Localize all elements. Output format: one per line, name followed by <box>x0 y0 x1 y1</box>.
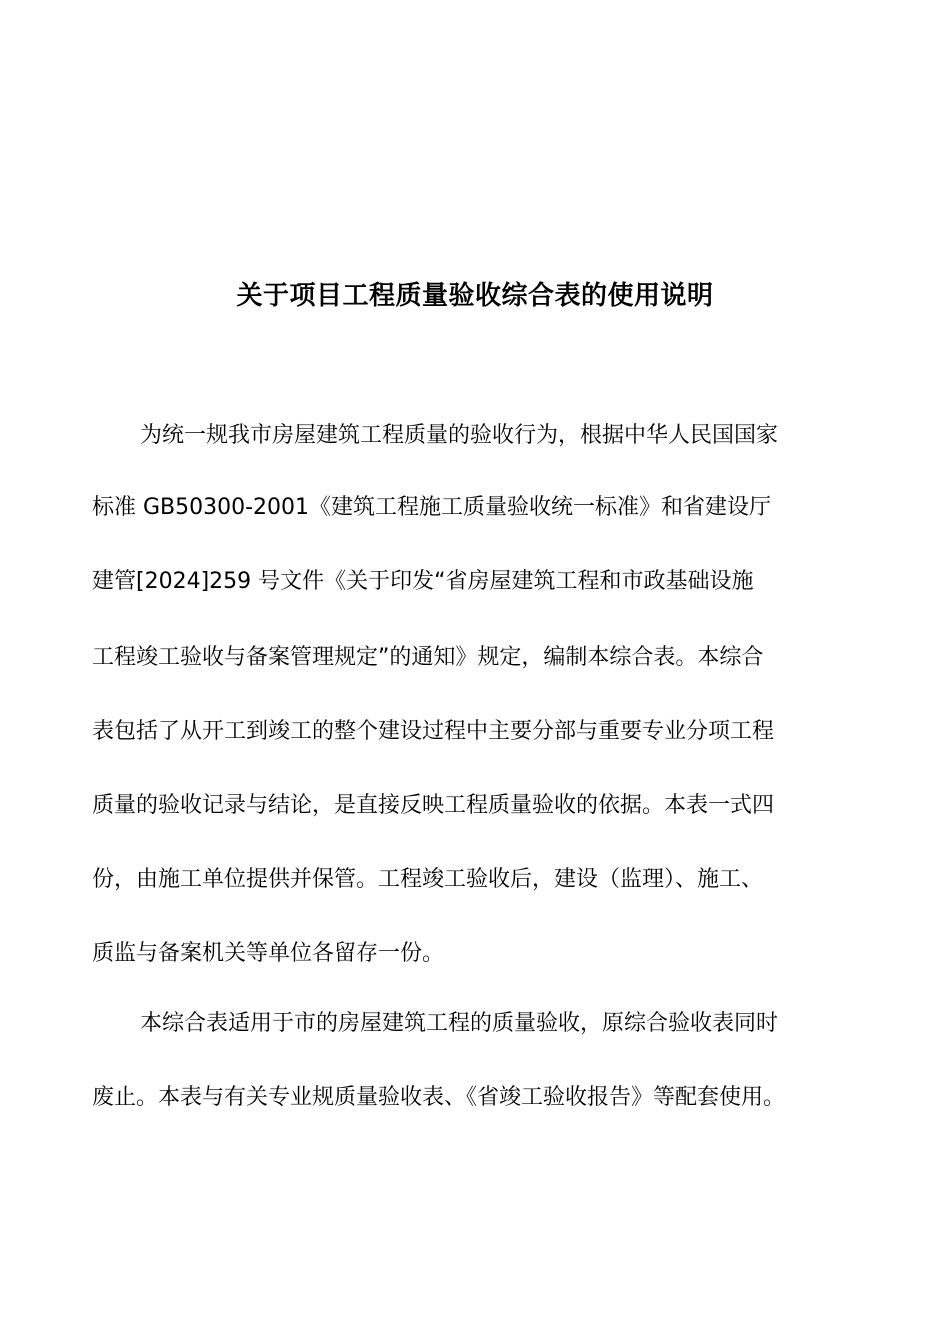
paragraph-1-line-4: 工程竣工验收与备案管理规定”的通知》规定，编制本综合表。本综合 <box>92 645 764 670</box>
paragraph-1-line-3: 建管[2024]259 号文件《关于印发“省房屋建筑工程和市政基础设施 <box>92 569 754 594</box>
paragraph-1-line-7: 份，由施工单位提供并保管。工程竣工验收后，建设（监理）、施工、 <box>92 867 764 892</box>
paragraph-2-line-1: 本综合表适用于市的房屋建筑工程的质量验收，原综合验收表同时 <box>140 1011 779 1036</box>
paragraph-1-line-1: 为统一规我市房屋建筑工程质量的验收行为，根据中华人民国国家 <box>140 423 779 448</box>
paragraph-1-line-8: 质监与备案机关等单位各留存一份。 <box>92 941 445 966</box>
document-title: 关于项目工程质量验收综合表的使用说明 <box>236 281 714 311</box>
paragraph-1-line-2: 标准 GB50300-2001《建筑工程施工质量验收统一标准》和省建设厅 <box>92 495 772 520</box>
paragraph-2-line-2: 废止。本表与有关专业规质量验收表、《省竣工验收报告》等配套使用。 <box>92 1085 786 1110</box>
paragraph-1-line-5: 表包括了从开工到竣工的整个建设过程中主要分部与重要专业分项工程 <box>92 719 775 744</box>
paragraph-1-line-6: 质量的验收记录与结论，是直接反映工程质量验收的依据。本表一式四 <box>92 793 775 818</box>
